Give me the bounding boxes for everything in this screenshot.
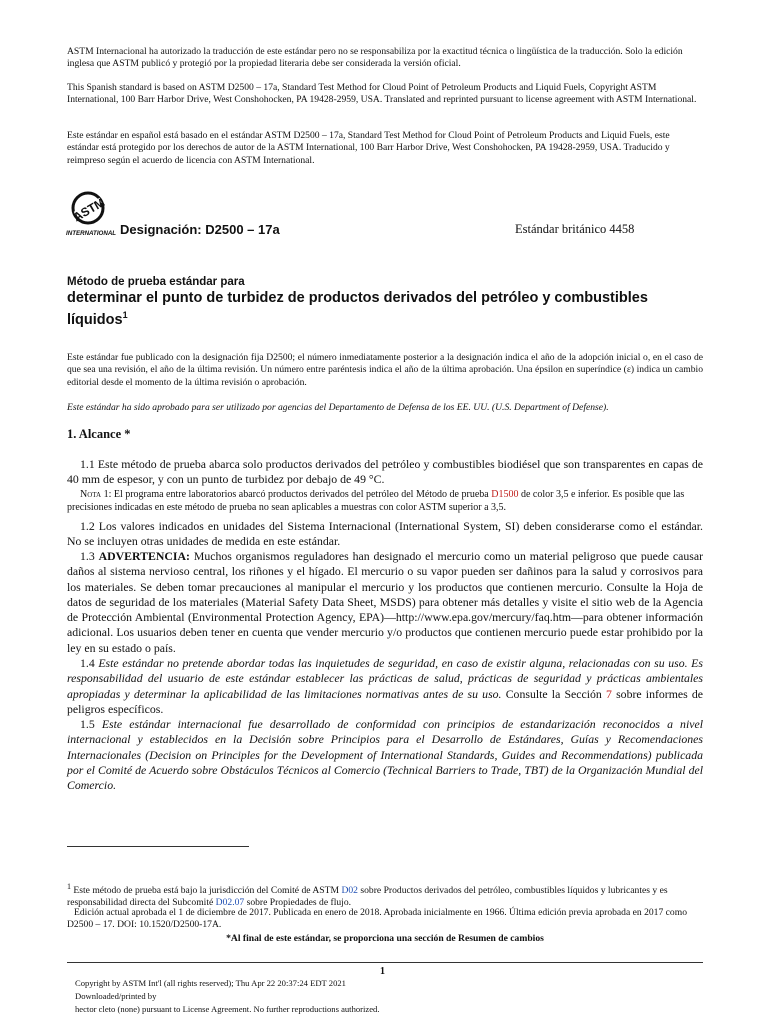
ref-d0207-link[interactable]: D02.07 (215, 897, 245, 909)
footnote-mark: 1 (67, 882, 71, 891)
footnote-text-b: sobre Productos derivados del petróleo, combustibles líquidos y lubricantes y es responsabilidad directa del Subcomité (67, 885, 668, 909)
british-standard: Estándar británico 4458 (515, 222, 635, 236)
warning-label: ADVERTENCIA: (98, 549, 190, 563)
ref-d02-link[interactable]: D02 (341, 885, 358, 897)
note-text-a: El programa entre laboratorios abarcó productos derivados del petróleo del Método de prueba (113, 489, 489, 500)
issue-note: Este estándar fue publicado con la designación fija D2500; el número inmediatamente posterior a la designación indica el año de la adopción inicial o, en el caso de que sea una revisión, el año de la última revisión. Un número entre paréntesis indica el año de la última aprobación. Una épsilon en superíndice (ε) indica un cambio editorial desde el momento de la última revisión o aprobación. (67, 352, 703, 388)
edition-note: Edición actual aprobada el 1 de diciembre de 2017. Publicada en enero de 2018. Aprobada inicialmente en 1966. Última edición previa aprobada en 2017 como D2500 – 17. DOI: 10.1520/D2500-17A. (67, 907, 687, 931)
copyright-line: Copyright by ASTM Int'l (all rights reserved); Thu Apr 22 20:37:24 EDT 2021 (75, 978, 346, 988)
footnote-rule (67, 846, 249, 847)
paragraph-1-4 (67, 656, 703, 717)
note-label: Nota (80, 489, 102, 500)
logo-word: INTERNATIONAL (66, 230, 117, 237)
footnote-text-a: Este método de prueba está bajo la jurisdicción del Comité de ASTM (73, 885, 340, 897)
note-text-b: de color 3,5 e inferior. Es posible que las precisiones indicadas en este método de prueba no sean aplicables a muestras con color ASTM superior a 3,5. (67, 489, 685, 513)
document-title (67, 290, 703, 329)
bottom-rule (67, 962, 703, 963)
note-1 (67, 488, 703, 514)
astm-logo (66, 184, 126, 238)
spanish-basis-note: Este estándar en español está basado en el estándar ASTM D2500 – 17a, Standard Test Method for Cloud Point of Petroleum Products and Liquid Fuels, este estándar está protegido por los derechos de autor de la ASTM International, 100 Barr Harbor Drive, West Conshohocken, PA 19428-2959, USA. Traducido y reimpreso según el acuerdo de licencia con ASTM International. (67, 130, 670, 166)
paragraph-1-5 (67, 717, 703, 793)
designation: Designación: D2500 – 17a (120, 222, 280, 237)
note-number: 1: (103, 489, 112, 500)
summary-note: *Al final de este estándar, se proporciona una sección de Resumen de cambios (226, 933, 544, 944)
ref-section-7-link[interactable]: 7 (606, 686, 612, 701)
p15-italic: Este estándar internacional fue desarrollado de conformidad con principios de estandarización reconocidos a nivel internacional y establecidos en la Decisión sobre Principios para el Desarrollo de Estándares, Guías y Recomendaciones Internacionales (Decision on Principles for the Development of International Standards, Guides and Recommendations) publicada por el Comité de Acuerdo sobre Obstáculos Técnicos al Comercio (Technical Barriers to Trade, TBT) de la Organización Mundial del Comercio. (67, 717, 703, 793)
dod-note: Este estándar ha sido aprobado para ser utilizado por agencias del Departamento de Defensa de los EE. UU. (U.S. Department of Defense). (67, 402, 609, 413)
p13-number: 1.3 (80, 549, 95, 563)
license-line: hector cleto (none) pursuant to License Agreement. No further reproductions authorized. (75, 1004, 380, 1014)
title-text: determinar el punto de turbidez de productos derivados del petróleo y combustibles líquidos (67, 290, 648, 328)
p15-number: 1.5 (80, 717, 95, 731)
english-basis-note: This Spanish standard is based on ASTM D2500 – 17a, Standard Test Method for Cloud Point of Petroleum Products and Liquid Fuels, Copyright ASTM International, 100 Barr Harbor Drive, West Conshohocken, PA 19428-2959, USA. Translated and reprinted pursuant to license agreement with ASTM International. (67, 82, 697, 106)
paragraph-1-2: 1.2 Los valores indicados en unidades del Sistema Internacional (International System, SI) deben considerarse como el estándar. No se incluyen otras unidades de medida en este estándar. (67, 519, 703, 549)
title-kicker: Método de prueba estándar para (67, 276, 245, 288)
copyright-block (75, 977, 380, 1016)
footnote-1 (67, 881, 703, 910)
paragraph-1-1: 1.1 Este método de prueba abarca solo productos derivados del petróleo y combustibles biodiésel que son transparentes en capas de 40 mm de espesor, y con un punto de turbidez por debajo de 49 °C. (67, 457, 703, 487)
translation-notice: ASTM Internacional ha autorizado la traducción de este estándar pero no se responsabiliza por la exactitud técnica o lingüística de la traducción. Solo la edición inglesa que ASTM publicó y protegió por la propiedad literaria debe ser considerada la versión oficial. (67, 46, 683, 70)
p14-tail-b: sobre informes de peligros específicos. (67, 686, 704, 716)
p13-text: Muchos organismos reguladores han designado el mercurio como un material peligroso que puede causar daños al sistema nervioso central, los riñones y el hígado. El mercurio o su vapor pueden ser dañinos para la salud y corrosivos para los materiales. Se deben tomar precauciones al manipular el mercurio y los productos que contienen mercurio. Consulte la Hoja de datos de seguridad de los materiales (Material Safety Data Sheet, MSDS) para obtener más detalles y visite el sitio web de la Agencia de Protección Ambiental (Environmental Protection Agency, EPA)—http://www.epa.gov/mercury/faq.htm—para obtener información adicional. Los usuarios deben tener en cuenta que vender mercurio y/o productos que contienen mercurio puede estar prohibido por la ley en su estado o país. (67, 549, 703, 655)
logo-letters: ASTM (70, 195, 108, 225)
footnote-text-c: sobre Propiedades de flujo. (246, 897, 352, 909)
ref-d1500-link[interactable]: D1500 (491, 489, 519, 500)
downloaded-line: Downloaded/printed by (75, 991, 157, 1001)
page-number: 1 (380, 966, 385, 977)
p14-tail-a: Consulte la Sección (505, 686, 602, 701)
p14-number: 1.4 (80, 656, 95, 670)
title-footnote-mark: 1 (122, 310, 128, 320)
section-heading: 1. Alcance * (67, 427, 131, 441)
paragraph-1-3 (67, 549, 703, 656)
p14-italic: Este estándar no pretende abordar todas las inquietudes de seguridad, en caso de existir alguna, relacionadas con su uso. Es responsabilidad del usuario de este estándar establecer las prácticas de salud, prácticas de seguridad y prácticas ambientales apropiadas y determinar la aplicabilidad de las limitaciones normativas antes de su uso. (67, 656, 703, 701)
